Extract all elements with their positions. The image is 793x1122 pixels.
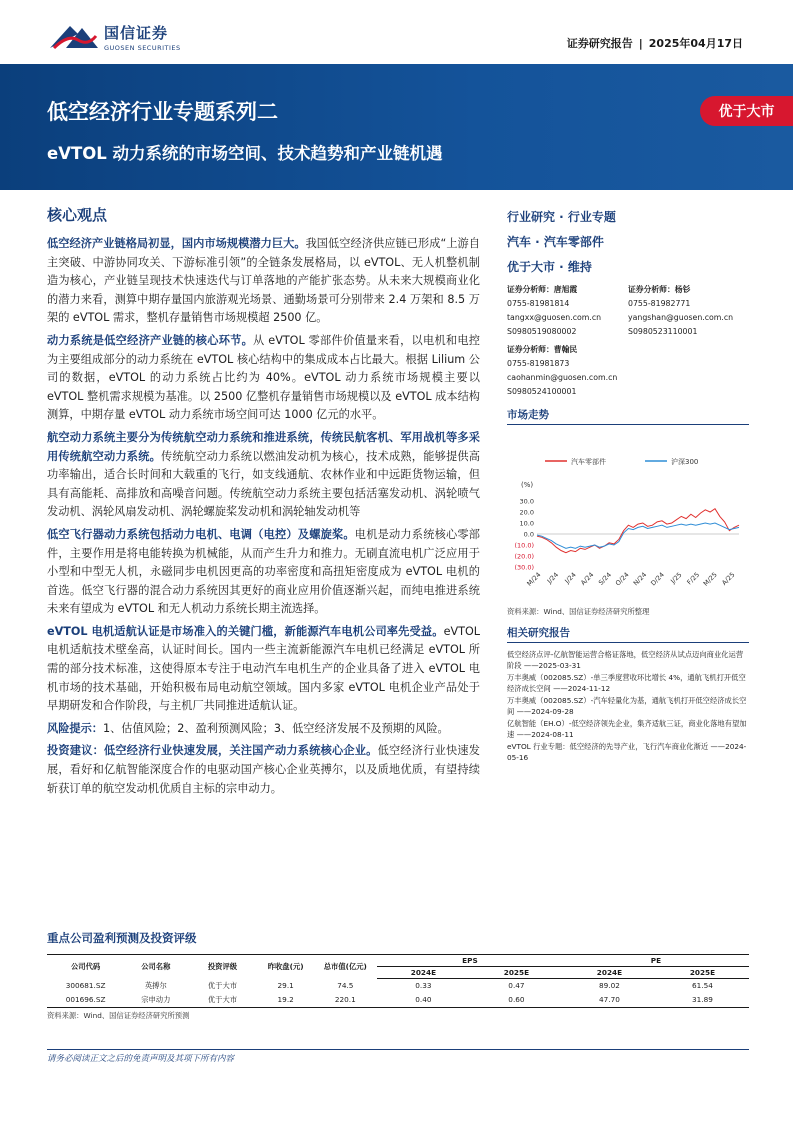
analyst-role: 证券分析师： (507, 285, 554, 294)
banner-report-title: eVTOL 动力系统的市场空间、技术趋势和产业链机遇 (47, 144, 443, 163)
x-tick-label: M/24 (525, 570, 543, 588)
paragraph-text: 传统航空动力系统以燃油发动机为核心，技术成熟，能够提供高功率输出，适合长时间和大载重的飞行，如支线通航、农林作业和中远距货物运输，但具有高能耗、高排放和高噪音问题。传统航空动力系统主要包括活塞发动机、涡轮喷气发动机、涡轮风扇发动机、涡轮螺旋桨发动机和涡轮轴发动机等 (47, 449, 480, 519)
related-research-item[interactable]: 低空经济点评-亿航智能运营合格证落地，低空经济从试点迈向商业化运营阶段 ——2025-03-31 (507, 650, 744, 670)
table-cell: 89.02 (599, 981, 620, 991)
paragraph-highlight: 投资建议：低空经济行业快速发展，关注国产动力系统核心企业。 (47, 744, 378, 758)
report-type: 证券研究报告 (566, 37, 633, 50)
x-tick-label: D/24 (649, 570, 666, 588)
core-paragraph (47, 429, 480, 522)
related-research-item[interactable]: 万丰奥威（002085.SZ）-汽车轻量化为基，通航飞机打开低空经济成长空间 ——2024-09-28 (507, 696, 747, 716)
analyst-name: 唐旭霞 (553, 285, 578, 294)
core-paragraph (47, 742, 480, 798)
x-tick-label: N/24 (631, 570, 649, 588)
analyst-email[interactable]: caohanmin@guosen.com.cn (507, 373, 618, 382)
core-paragraph (47, 526, 480, 619)
report-meta: 证券研究报告 | 2025年04月17日 (566, 37, 743, 50)
table-row (47, 993, 749, 1008)
analyst-role: 证券分析师： (628, 285, 675, 294)
analyst-name: 杨钐 (674, 285, 691, 294)
sidebar (507, 208, 749, 764)
legend-label: 汽车零部件 (571, 458, 606, 466)
core-paragraphs (47, 235, 480, 798)
paragraph-highlight: 航空动力系统主要分为传统航空动力系统和推进系统，传统民航客机、军用战机等多采用传统航空动力系统。 (47, 430, 480, 463)
analyst-phone: 0755-81981814 (507, 299, 570, 308)
paragraph-text: 从 eVTOL 零部件价值量来看，以电机和电控为主要组成部分的动力系统在 eVTOL 核心结构中的集成成本占比最大。根据 Lilium 公司的数据，eVTOL 的动力系统占比约为 40%。eVTOL 动力系统市场规模主要以 eVTOL 整机需求规模为基准。以 2500 亿整机存量销售市场规模以及 eVTOL 成本结构测算，中期存量 eVTOL 动力系统市场空间可达 1000 亿元的水平。 (47, 333, 480, 422)
y-tick-label: 30.0 (519, 497, 534, 506)
table-cell: 优于大市 (187, 993, 257, 1008)
related-research-item[interactable]: 亿航智能（EH.O）-低空经济领先企业，集齐适航三证，商业化落地有望加速 ——2024-08-11 (507, 719, 747, 739)
y-tick-label: 20.0 (519, 508, 534, 517)
paragraph-text: 我国低空经济供应链已形成“上游自主突破、中游协同攻关、下游标准引领”的全链条发展格局，以 eVTOL、无人机整机制造为核心，产业链呈现技术快速迭代与订单落地的产能扩张态势。从未来大规模商业化的潜力来看，测算中期存量国内旅游观光场景、通勤场景可分别带来 2.4 万架和 8.5 万架的 eVTOL 需求，整机存量销售市场规模超 2500 亿。 (47, 237, 480, 325)
analyst-cert: S0980523110001 (628, 327, 698, 336)
analyst-phone: 0755-81981873 (507, 359, 570, 368)
analyst-card (507, 283, 628, 339)
analyst-email[interactable]: tangxx@guosen.com.cn (507, 313, 602, 322)
col-eps-2025: 2025E (470, 967, 563, 979)
market-chart-svg (507, 429, 749, 607)
core-paragraph (47, 623, 480, 716)
analyst-card (628, 283, 749, 339)
industry-tag: 行业研究 · 行业专题 (507, 210, 616, 224)
analyst-cert: S0980524100001 (507, 387, 577, 396)
related-research-item[interactable]: 万丰奥威（002085.SZ）-单三季度营收环比增长 4%，通航飞机打开低空经济成长空间 ——2024-11-12 (507, 673, 746, 693)
analyst-name: 曹翰民 (553, 345, 578, 354)
col-eps-2024: 2024E (377, 967, 470, 979)
table-cell: 31.89 (656, 993, 749, 1008)
market-trend-title: 市场走势 (507, 407, 749, 425)
analyst-list (507, 283, 749, 403)
paragraph-text: 低空经济行业快速发展，看好和亿航智能深度合作的电驱动国产核心企业英搏尔，以及质地优质，有望持续斩获订单的航空发动机优质自主标的宗申动力。 (47, 744, 480, 795)
logo-en: GUOSEN SECURITIES (104, 44, 181, 52)
core-paragraph (47, 332, 480, 425)
col-code: 公司代码 (47, 955, 124, 979)
paragraph-highlight: 低空飞行器动力系统包括动力电机、电调（电控）及螺旋桨。 (47, 527, 355, 541)
paragraph-highlight: 低空经济产业链格局初显，国内市场规模潜力巨大。 (47, 237, 306, 250)
y-tick-label: (10.0) (514, 541, 534, 550)
table-cell: 74.5 (337, 981, 354, 990)
table-cell: 29.1 (277, 981, 294, 990)
analyst-cert: S0980519080002 (507, 327, 577, 336)
top-bar (0, 0, 793, 62)
core-views (47, 204, 480, 802)
company-logo (48, 22, 181, 52)
table-cell: 001696.SZ (47, 993, 124, 1008)
x-tick-label: F/25 (685, 570, 702, 587)
y-tick-label: (30.0) (514, 563, 534, 572)
paragraph-text: 1、估值风险；2、盈利预测风险；3、低空经济发展不及预期的风险。 (102, 721, 449, 735)
table-cell: 英搏尔 (144, 980, 167, 990)
table-cell: 宗申动力 (124, 993, 187, 1008)
y-tick-label: (20.0) (514, 552, 534, 561)
series-line (537, 509, 739, 553)
legend-label: 沪深300 (671, 458, 699, 466)
col-pe-2024: 2024E (563, 967, 656, 979)
x-tick-label: A/25 (720, 570, 737, 587)
table-cell: 300681.SZ (65, 981, 106, 990)
col-rating: 投资评级 (187, 955, 257, 979)
forecast-table-section (47, 930, 749, 1021)
core-paragraph (47, 720, 480, 739)
related-research-list (507, 649, 749, 763)
related-research-item[interactable]: eVTOL 行业专题：低空经济的先导产业，飞行汽车商业化渐近 ——2024-05-16 (507, 742, 747, 762)
table-cell: 优于大市 (207, 980, 238, 990)
table-cell: 0.60 (470, 993, 563, 1008)
forecast-table (47, 954, 749, 1008)
rating-badge: 优于大市 (700, 96, 793, 126)
title-banner (0, 64, 793, 190)
analyst-role: 证券分析师： (507, 345, 554, 354)
chart-source: 资料来源：Wind、国信证券经济研究所整理 (507, 607, 650, 616)
y-axis-label: (%) (521, 481, 534, 489)
table-row (47, 979, 749, 993)
x-tick-label: O/24 (613, 570, 631, 588)
paragraph-highlight: 风险提示： (47, 721, 103, 735)
x-tick-label: J/25 (669, 570, 684, 586)
disclaimer-footer: 请务必阅读正文之后的免责声明及其项下所有内容 (47, 1054, 235, 1064)
core-views-title: 核心观点 (47, 206, 108, 224)
core-paragraph (47, 235, 480, 328)
x-tick-label: J/24 (545, 570, 561, 586)
table-cell: 0.47 (508, 981, 525, 991)
x-tick-label: J/24 (563, 570, 578, 586)
x-tick-label: A/24 (579, 570, 596, 587)
paragraph-highlight: 动力系统是低空经济产业链的核心环节。 (47, 333, 254, 347)
y-tick-label: 0.0 (523, 530, 534, 539)
col-pe-2025: 2025E (656, 967, 749, 979)
related-research-title: 相关研究报告 (507, 625, 749, 643)
forecast-table-title: 重点公司盈利预测及投资评级 (47, 931, 197, 945)
market-chart (507, 429, 749, 607)
analyst-email[interactable]: yangshan@guosen.com.cn (628, 313, 734, 322)
banner-series-title: 低空经济行业专题系列二 (47, 100, 278, 124)
analyst-card (507, 343, 628, 399)
x-tick-label: M/25 (701, 570, 719, 588)
table-cell: 61.54 (692, 981, 713, 991)
col-eps: EPS (377, 955, 563, 967)
table-cell: 47.70 (563, 993, 656, 1008)
rating-tag: 优于大市 · 维持 (507, 260, 592, 274)
analyst-phone: 0755-81982771 (628, 299, 691, 308)
table-cell: 0.33 (415, 981, 432, 991)
col-pe: PE (563, 955, 749, 967)
x-tick-label: S/24 (596, 570, 613, 587)
paragraph-text: eVTOL 电机适航技术壁垒高，认证时间长。国内一些主流新能源汽车电机已经满足 eVTOL 所需的部分技术标准，这使得原本专注于电动汽车电机生产的企业具备了进入 eVTOL 电机市场的技术基础，开始积极布局电动航空领域。国内多家 eVTOL 电机企业产品处于早期研发和合作阶段，与主机厂共同推进适航认证。 (47, 624, 480, 713)
table-cell: 0.40 (377, 993, 470, 1008)
table-cell: 220.1 (314, 993, 377, 1008)
table-cell: 19.2 (258, 993, 314, 1008)
series-line (537, 523, 739, 548)
paragraph-highlight: eVTOL 电机适航认证是市场准入的关键门槛，新能源汽车电机公司率先受益。 (47, 624, 444, 638)
report-date: 2025年04月17日 (648, 37, 743, 50)
paragraph-text: 电机是动力系统核心零部件，主要作用是将电能转换为机械能，从而产生升力和推力。无刷直流电机广泛应用于小型和中型无人机，永磁同步电机因更高的功率密度和高扭矩密度成为 eVTOL 电机的首选。低空飞行器的混合动力系统因其更好的商业应用价值逐渐兴起，而纯电推进系统未来有望成为 eVTOL 和无人机动力系统长期主流选择。 (47, 527, 480, 616)
table-source: 资料来源：Wind、国信证券经济研究所预测 (47, 1010, 190, 1020)
col-mktcap: 总市值(亿元) (314, 955, 377, 979)
y-tick-label: 10.0 (519, 519, 534, 528)
guosen-logo-icon (48, 22, 100, 52)
sector-tag: 汽车 · 汽车零部件 (507, 235, 604, 249)
footer-divider (47, 1049, 749, 1050)
logo-cn: 国信证券 (104, 24, 169, 42)
col-close: 昨收盘(元) (258, 955, 314, 979)
col-name: 公司名称 (124, 955, 187, 979)
